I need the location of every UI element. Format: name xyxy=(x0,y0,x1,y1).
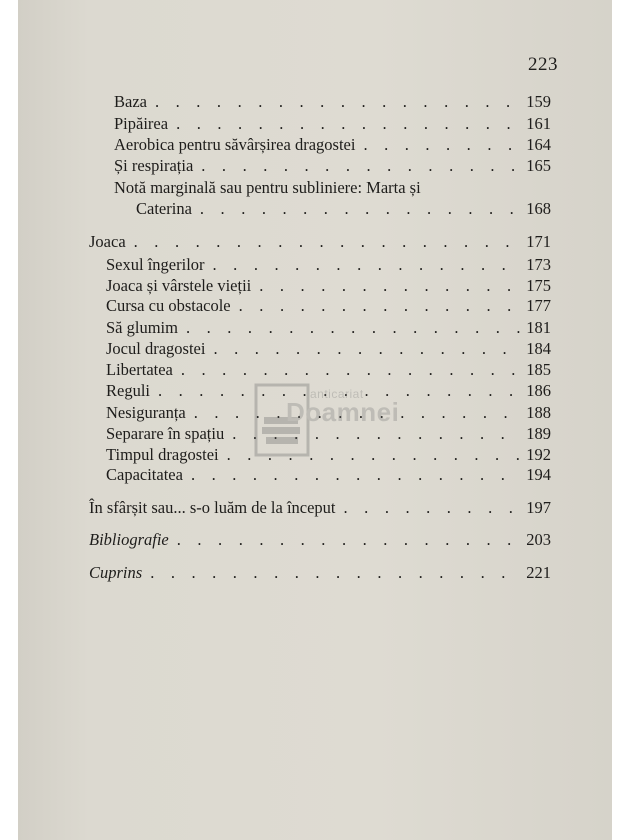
watermark-text-main: Doamnei xyxy=(286,397,400,427)
dot-leader xyxy=(177,530,521,550)
toc-entry-label: Nesiguranța xyxy=(106,403,186,422)
toc-entry xyxy=(106,360,551,380)
toc-entry xyxy=(106,296,551,316)
toc-entry xyxy=(106,424,551,444)
toc-chapter-label: Joaca xyxy=(89,232,126,251)
toc-entry-label: Să glumim xyxy=(106,318,178,337)
toc-chapter-label: În sfârșit sau... s-o luăm de la început xyxy=(89,498,336,517)
toc-entry-page: 221 xyxy=(526,563,551,582)
toc-entry-page: 171 xyxy=(526,232,551,251)
toc-entry-page: 173 xyxy=(526,255,551,274)
toc-entry-label: Sexul îngerilor xyxy=(106,255,205,274)
toc-entry-page: 181 xyxy=(526,318,551,337)
toc-entry-label: Timpul dragostei xyxy=(106,445,219,464)
toc-entry xyxy=(106,445,551,465)
toc-entry xyxy=(114,135,551,155)
dot-leader xyxy=(194,403,521,423)
toc-entry-page: 186 xyxy=(526,381,551,400)
toc-entry-page: 175 xyxy=(526,276,551,295)
dot-leader xyxy=(344,498,521,518)
book-page xyxy=(18,0,612,840)
dot-leader xyxy=(259,276,520,296)
watermark-text-top: anticariat xyxy=(310,387,364,401)
toc-entry xyxy=(106,255,551,275)
toc-entry-page: 159 xyxy=(526,92,551,111)
toc-entry-page: 185 xyxy=(526,360,551,379)
toc-entry-page: 192 xyxy=(526,445,551,464)
dot-leader xyxy=(363,135,520,155)
toc-entry-page: 168 xyxy=(526,199,551,218)
dot-leader xyxy=(239,296,521,316)
toc-entry-page: 165 xyxy=(526,156,551,175)
toc-entry-page: 189 xyxy=(526,424,551,443)
dot-leader xyxy=(191,465,520,485)
toc-chapter xyxy=(89,232,551,252)
dot-leader xyxy=(227,445,521,465)
toc-entry-label: Libertatea xyxy=(106,360,173,379)
toc-entry xyxy=(106,381,551,401)
toc-entry-label: Capacitatea xyxy=(106,465,183,484)
dot-leader xyxy=(181,360,520,380)
dot-leader xyxy=(213,255,521,275)
toc-chapter-label: Cuprins xyxy=(89,563,143,582)
toc-chapter xyxy=(89,563,551,583)
dot-leader xyxy=(158,381,520,401)
dot-leader xyxy=(176,114,520,134)
toc-entry-page: 194 xyxy=(526,465,551,484)
dot-leader xyxy=(186,318,520,338)
toc-entry xyxy=(106,276,551,296)
toc-entry xyxy=(106,403,551,423)
dot-leader xyxy=(232,424,520,444)
toc-entry-page: 184 xyxy=(526,339,551,358)
toc-entry-page: 197 xyxy=(526,498,551,517)
toc-entry-page: 161 xyxy=(526,114,551,133)
toc-entry-label: Pipăirea xyxy=(114,114,169,133)
dot-leader xyxy=(200,199,520,219)
toc-entry xyxy=(114,92,551,112)
toc-entry-label: Separare în spațiu xyxy=(106,424,225,443)
toc-entry xyxy=(106,339,551,359)
toc-entry xyxy=(136,199,551,219)
toc-entry xyxy=(114,156,551,176)
toc-chapter xyxy=(89,498,551,518)
dot-leader xyxy=(201,156,520,176)
dot-leader xyxy=(213,339,520,359)
toc-chapter xyxy=(89,530,551,550)
dot-leader xyxy=(134,232,521,252)
dot-leader xyxy=(150,563,520,583)
dot-leader xyxy=(155,92,520,112)
toc-entry-page: 177 xyxy=(526,296,551,315)
toc-entry xyxy=(106,318,551,338)
toc-entry xyxy=(114,114,551,134)
toc-entry-label: Cursa cu obstacole xyxy=(106,296,231,315)
toc-entry-label: Aerobica pentru săvârșirea dragostei xyxy=(114,135,356,154)
toc-entry xyxy=(106,465,551,485)
toc-entry-label: Reguli xyxy=(106,381,150,400)
toc-entry-page: 188 xyxy=(526,403,551,422)
page-number: 223 xyxy=(528,54,558,75)
toc-entry-page: 203 xyxy=(526,530,551,549)
toc-entry-label: Baza xyxy=(114,92,147,111)
table-of-contents xyxy=(18,0,612,840)
toc-chapter-label: Bibliografie xyxy=(89,530,169,549)
toc-entry-label: Jocul dragostei xyxy=(106,339,206,358)
toc-entry-page: 164 xyxy=(526,135,551,154)
toc-entry-label-line2: Caterina xyxy=(136,199,192,218)
toc-entry-label: Joaca și vârstele vieții xyxy=(106,276,252,295)
toc-entry-label: Și respirația xyxy=(114,156,194,175)
toc-entry-label-line1: Notă marginală sau pentru subliniere: Marta și xyxy=(114,178,421,197)
